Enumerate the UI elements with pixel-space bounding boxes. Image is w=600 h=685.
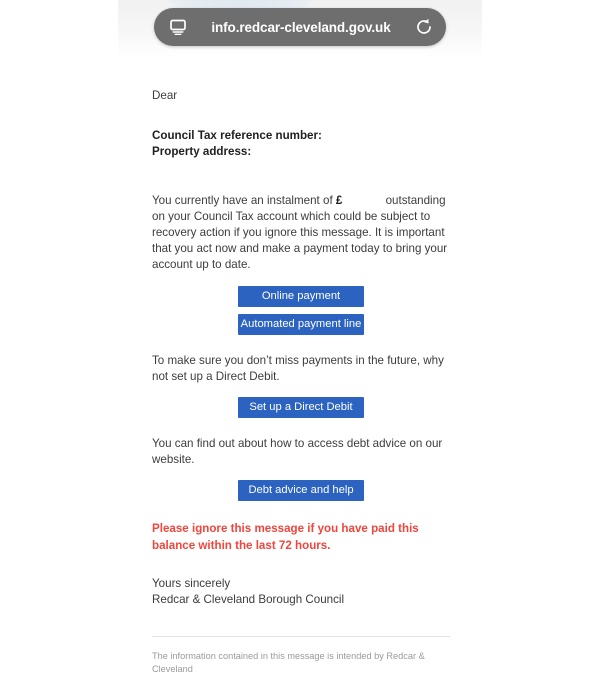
currency-symbol: £ (335, 193, 343, 207)
address-bar[interactable] (154, 8, 446, 46)
email-body (0, 62, 600, 675)
signoff-line-2: Redcar & Cleveland Borough Council (152, 593, 345, 607)
reload-icon[interactable] (414, 17, 434, 37)
online-payment-button-row (152, 286, 450, 307)
browser-chrome (0, 0, 600, 62)
footer-disclaimer: The information contained in this message is intended by Redcar & Cleveland (152, 651, 425, 675)
desktop-site-icon[interactable] (168, 17, 188, 37)
email-content-column (152, 62, 450, 685)
set-up-direct-debit-button[interactable]: Set up a Direct Debit (238, 397, 364, 418)
instalment-text-part2: outstanding on your Council Tax account which could be subject to recovery action if you ignore this message. It is important that you act now and make a payment today to bring your account up to date. (152, 193, 448, 272)
debt-advice-button-row (152, 480, 450, 501)
signoff-line-1: Yours sincerely (152, 576, 231, 590)
instalment-paragraph (152, 193, 450, 274)
url-text: info.redcar-cleveland.gov.uk (211, 19, 391, 35)
reference-block (152, 128, 450, 160)
greeting-text: Dear (152, 89, 178, 102)
debt-advice-paragraph: You can find out about how to access debt advice on our website. (152, 437, 443, 467)
instalment-text-part1: You currently have an instalment of (152, 193, 336, 207)
automated-payment-line-button[interactable]: Automated payment line (238, 314, 364, 335)
footer-divider (152, 636, 450, 637)
direct-debit-button-row (152, 397, 450, 418)
signoff-block (152, 576, 450, 608)
property-address-label: Property address: (152, 145, 252, 159)
direct-debit-paragraph: To make sure you don’t miss payments in the future, why not set up a Direct Debit. (152, 353, 444, 383)
online-payment-button[interactable]: Online payment (238, 286, 364, 307)
debt-advice-and-help-button[interactable]: Debt advice and help (238, 480, 364, 501)
warning-notice: Please ignore this message if you have paid this balance within the last 72 hours. (152, 522, 419, 552)
automated-payment-button-row (152, 314, 450, 335)
council-tax-reference-label: Council Tax reference number: (152, 129, 322, 143)
